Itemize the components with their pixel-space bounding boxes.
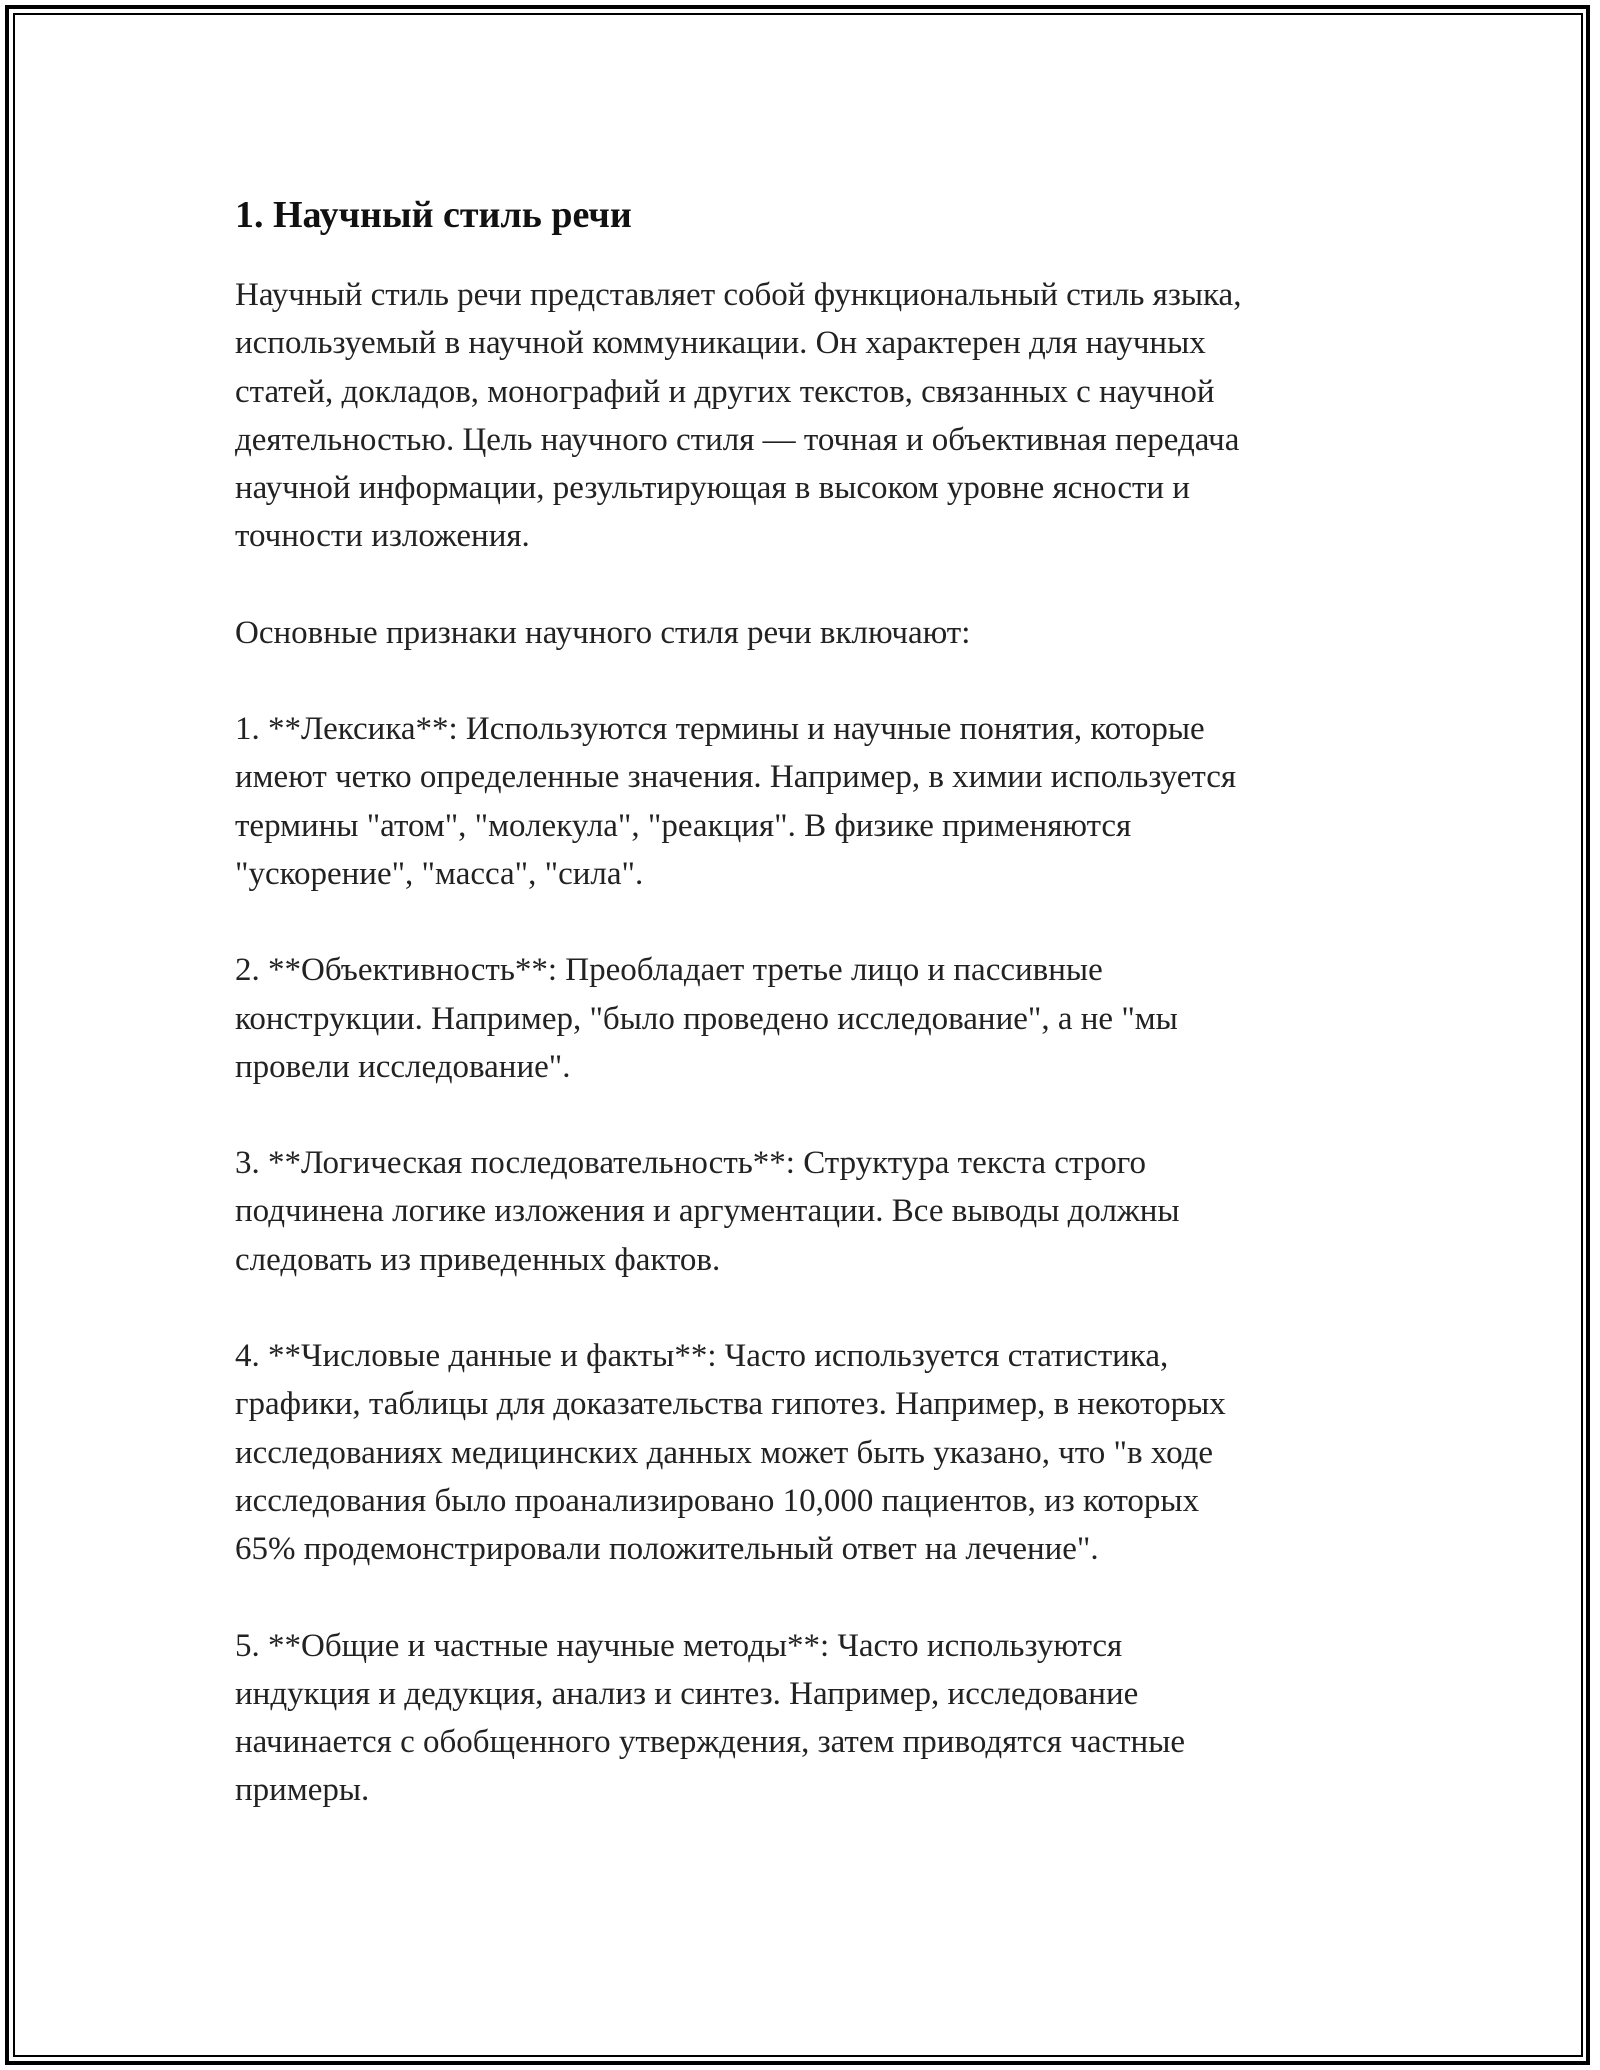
feature-item-scientific-methods: 5. **Общие и частные научные методы**: Часто используются индукция и дедукция, анализ и синтез. Например, исследование начинается с обобщенного утверждения, затем приводятся частные примеры. [235,1627,1186,1809]
section-heading: 1. Научный стиль речи [235,194,632,236]
intro-paragraph: Научный стиль речи представляет собой функциональный стиль языка, используемый в научной коммуникации. Он характерен для научных статей, докладов, монографий и других текстов, связанных с научной деятельностью. Цель научного стиля — точная и объективная передача научной информации, результирующая в высоком уровне ясности и точности изложения. [235,277,1242,555]
feature-item-lexicon: 1. **Лексика**: Используются термины и научные понятия, которые имеют четко определенные значения. Например, в химии используется термины "атом", "молекула", "реакция". В физике применяются "ускорение", "масса", "сила". [235,711,1237,892]
document-body [235,183,1415,1863]
feature-item-objectivity: 2. **Объективность**: Преобладает третье лицо и пассивные конструкции. Например, "было проведено исследование", а не "мы провели исследование". [235,952,1178,1085]
feature-item-numerical-data: 4. **Числовые данные и факты**: Часто используется статистика, графики, таблицы для доказательства гипотез. Например, в некоторых исследованиях медицинских данных может быть указано, что "в ходе исследования было проанализировано 10,000 пациентов, из которых 65% продемонстрировали положительный ответ на лечение". [235,1338,1226,1568]
feature-item-logical-sequence: 3. **Логическая последовательность**: Структура текста строго подчинена логике изложения и аргументации. Все выводы должны следовать из приведенных фактов. [235,1145,1180,1278]
features-lead-in: Основные признаки научного стиля речи включают: [235,614,971,651]
